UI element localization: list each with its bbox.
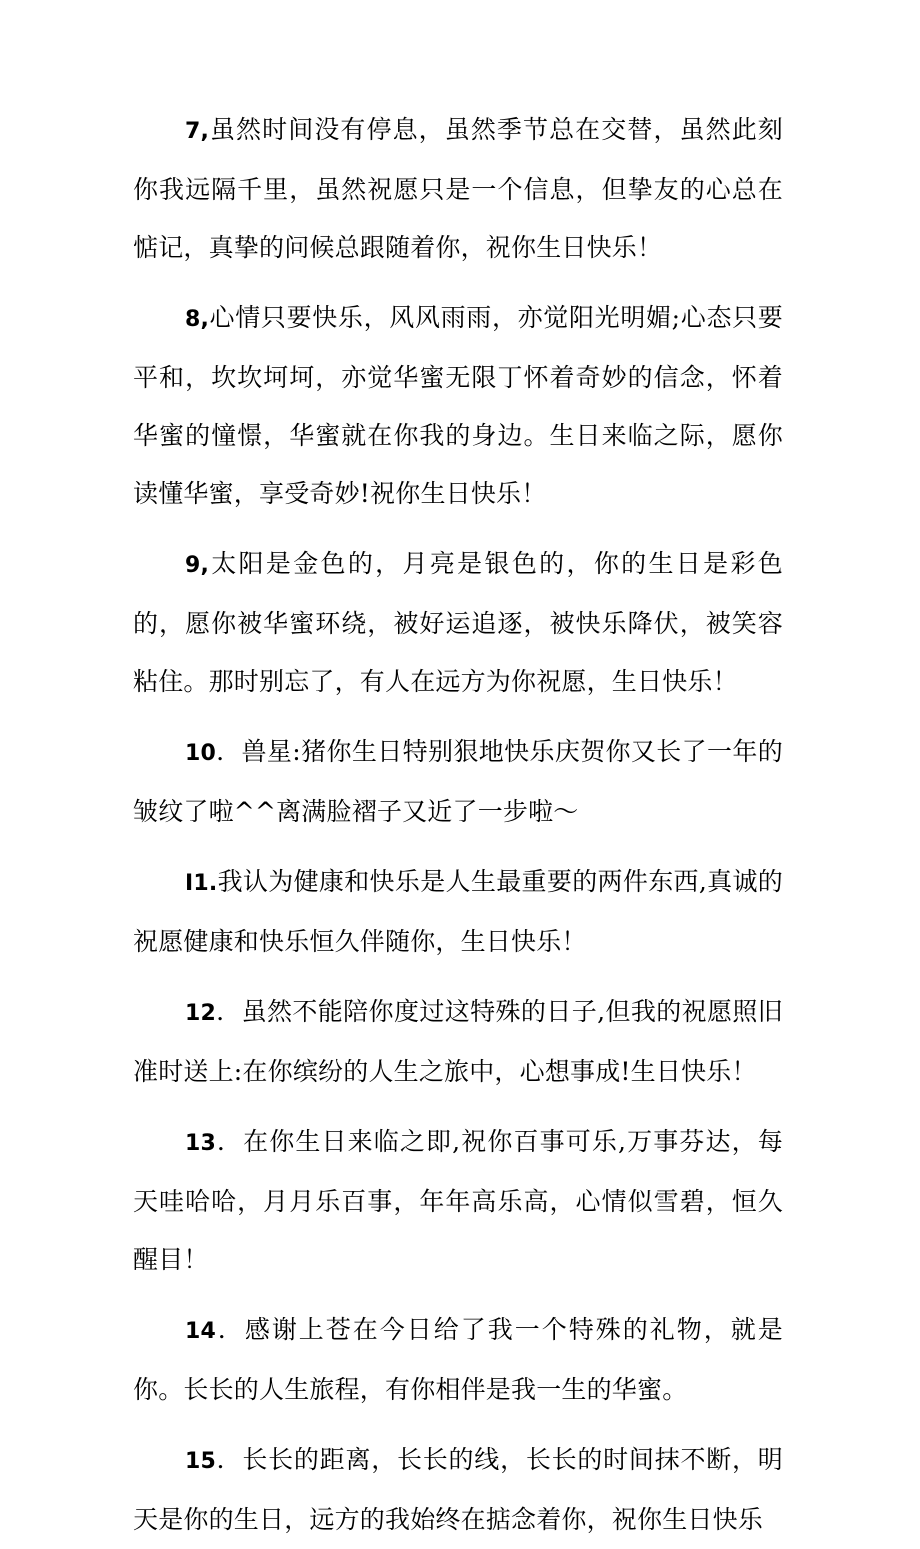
paragraph-number: 15 xyxy=(185,1449,217,1474)
paragraph-15 xyxy=(133,1431,783,1549)
paragraph-9 xyxy=(133,535,783,711)
paragraph-text: ．在你生日来临之即,祝你百事可乐,万事芬达，每天哇哈哈，月月乐百事，年年高乐高，心情似雪碧，恒久醒目！ xyxy=(133,1127,783,1274)
paragraph-number: 8, xyxy=(185,307,210,332)
paragraph-13 xyxy=(133,1113,783,1289)
paragraph-text: ．感谢上苍在今日给了我一个特殊的礼物，就是你。长长的人生旅程，有你相伴是我一生的华蜜。 xyxy=(133,1315,783,1404)
paragraph-text: 太阳是金色的，月亮是银色的，你的生日是彩色的，愿你被华蜜环绕，被好运追逐，被快乐降伏，被笑容粘住。那时别忘了，有人在远方为你祝愿，生日快乐！ xyxy=(133,549,783,696)
paragraph-number: 10 xyxy=(185,741,217,766)
document-body xyxy=(133,101,783,1549)
paragraph-text: 虽然时间没有停息，虽然季节总在交替，虽然此刻你我远隔千里，虽然祝愿只是一个信息，但挚友的心总在惦记，真挚的问候总跟随着你，祝你生日快乐！ xyxy=(133,115,783,262)
paragraph-number: 9, xyxy=(185,553,210,578)
paragraph-11 xyxy=(133,853,783,971)
paragraph-number: 14 xyxy=(185,1319,217,1344)
paragraph-text: 心情只要快乐，风风雨雨，亦觉阳光明媚;心态只要平和，坎坎坷坷，亦觉华蜜无限丁怀着奇妙的信念，怀着华蜜的憧憬，华蜜就在你我的身边。生日来临之际，愿你读懂华蜜，享受奇妙!祝你生日快乐！ xyxy=(133,303,783,508)
paragraph-number: I1. xyxy=(185,871,218,896)
paragraph-14 xyxy=(133,1301,783,1419)
paragraph-number: 12 xyxy=(185,1001,217,1026)
paragraph-number: 7, xyxy=(185,119,210,144)
paragraph-number: 13 xyxy=(185,1131,217,1156)
paragraph-text: ．虽然不能陪你度过这特殊的日子,但我的祝愿照旧准时送上:在你缤纷的人生之旅中，心想事成!生日快乐！ xyxy=(133,997,783,1086)
paragraph-10 xyxy=(133,723,783,841)
paragraph-text: 我认为健康和快乐是人生最重要的两件东西,真诚的祝愿健康和快乐恒久伴随你，生日快乐！ xyxy=(133,867,783,956)
paragraph-8 xyxy=(133,289,783,523)
paragraph-12 xyxy=(133,983,783,1101)
paragraph-text: ．兽星:猪你生日特别狠地快乐庆贺你又长了一年的皱纹了啦^^离满脸褶子又近了一步啦～ xyxy=(133,737,783,826)
paragraph-7 xyxy=(133,101,783,277)
paragraph-text: ．长长的距离，长长的线，长长的时间抹不断，明天是你的生日，远方的我始终在掂念着你，祝你生日快乐 xyxy=(133,1445,783,1534)
